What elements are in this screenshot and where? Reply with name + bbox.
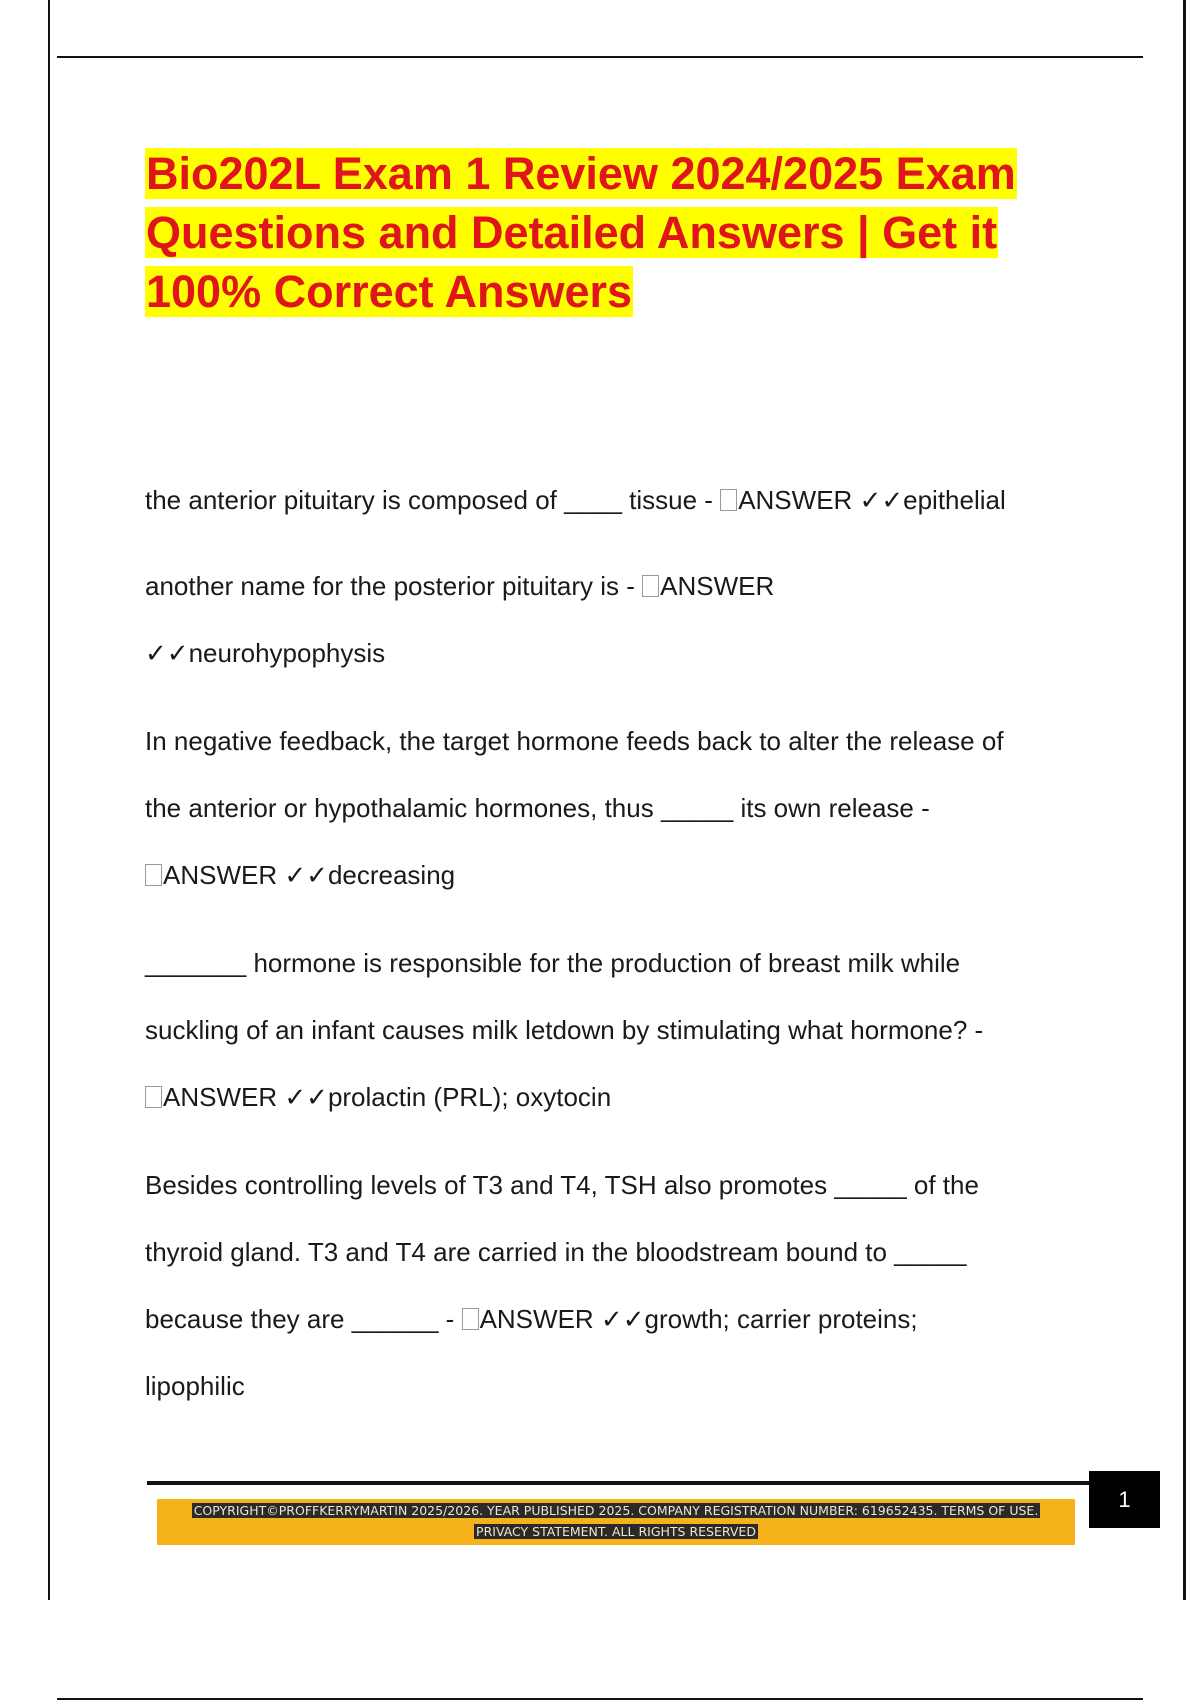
qa-item-4: [145, 930, 1085, 1131]
qa-item-3: [145, 708, 1085, 909]
answer-label: ANSWER: [738, 485, 853, 515]
question-line: suckling of an infant causes milk letdown by stimulating what hormone? -: [145, 1015, 984, 1045]
answer-label: ANSWER: [479, 1304, 594, 1334]
question-text: because they are ______ -: [145, 1304, 462, 1334]
double-check-icon: ✓✓: [145, 638, 189, 668]
answer-continuation: lipophilic: [145, 1371, 245, 1401]
qa-line: [145, 620, 1085, 687]
page-border-left: [48, 0, 50, 1600]
box-icon: [720, 489, 737, 511]
box-icon: [145, 864, 162, 886]
box-icon: [145, 1086, 162, 1108]
answer-text: epithelial: [903, 485, 1006, 515]
question-line: In negative feedback, the target hormone feeds back to alter the release of: [145, 726, 1004, 756]
qa-line: [145, 1286, 1085, 1353]
header-rule: [57, 56, 1143, 58]
question-line: thyroid gland. T3 and T4 are carried in the bloodstream bound to _____: [145, 1237, 967, 1267]
qa-line: [145, 553, 1085, 620]
answer-text: prolactin (PRL); oxytocin: [327, 1082, 612, 1112]
answer-label: ANSWER: [660, 571, 775, 601]
question-line: Besides controlling levels of T3 and T4, TSH also promotes _____ of the: [145, 1170, 979, 1200]
copyright-line-2: PRIVACY STATEMENT. ALL RIGHTS RESERVED: [476, 1524, 756, 1539]
answer-label: ANSWER: [163, 1082, 278, 1112]
question-line: the anterior or hypothalamic hormones, thus _____ its own release -: [145, 793, 930, 823]
double-check-icon: ✓✓: [284, 1082, 328, 1112]
copyright-line-1: COPYRIGHT©PROFFKERRYMARTIN 2025/2026. YEAR PUBLISHED 2025. COMPANY REGISTRATION NUMBER: 619652435. TERMS OF USE.: [193, 1503, 1039, 1518]
page-number: 1: [1089, 1471, 1160, 1528]
document-title: [145, 144, 1105, 321]
double-check-icon: ✓✓: [600, 1304, 645, 1334]
box-icon: [642, 575, 659, 597]
answer-label: ANSWER: [163, 860, 278, 890]
box-icon: [462, 1308, 479, 1330]
footer-copyright: [157, 1500, 1075, 1542]
page-border-right: [1183, 0, 1186, 1600]
qa-line: [145, 1064, 1085, 1131]
qa-item-5: [145, 1152, 1085, 1420]
footer-rule: [147, 1481, 1089, 1485]
answer-text: decreasing: [327, 860, 456, 890]
question-line: _______ hormone is responsible for the production of breast milk while: [145, 948, 961, 978]
answer-text: neurohypophysis: [188, 638, 386, 668]
qa-line: [145, 842, 1085, 909]
qa-item-2: [145, 553, 1085, 687]
qa-item-1: [145, 467, 1085, 534]
double-check-icon: ✓✓: [859, 485, 904, 515]
question-text: another name for the posterior pituitary is -: [145, 571, 643, 601]
answer-text: growth; carrier proteins;: [644, 1304, 918, 1334]
question-text: the anterior pituitary is composed of ____ tissue -: [145, 485, 721, 515]
document-title-text: Bio202L Exam 1 Review 2024/2025 Exam Questions and Detailed Answers | Get it 100% Correct Answers: [146, 148, 1016, 317]
double-check-icon: ✓✓: [284, 860, 328, 890]
